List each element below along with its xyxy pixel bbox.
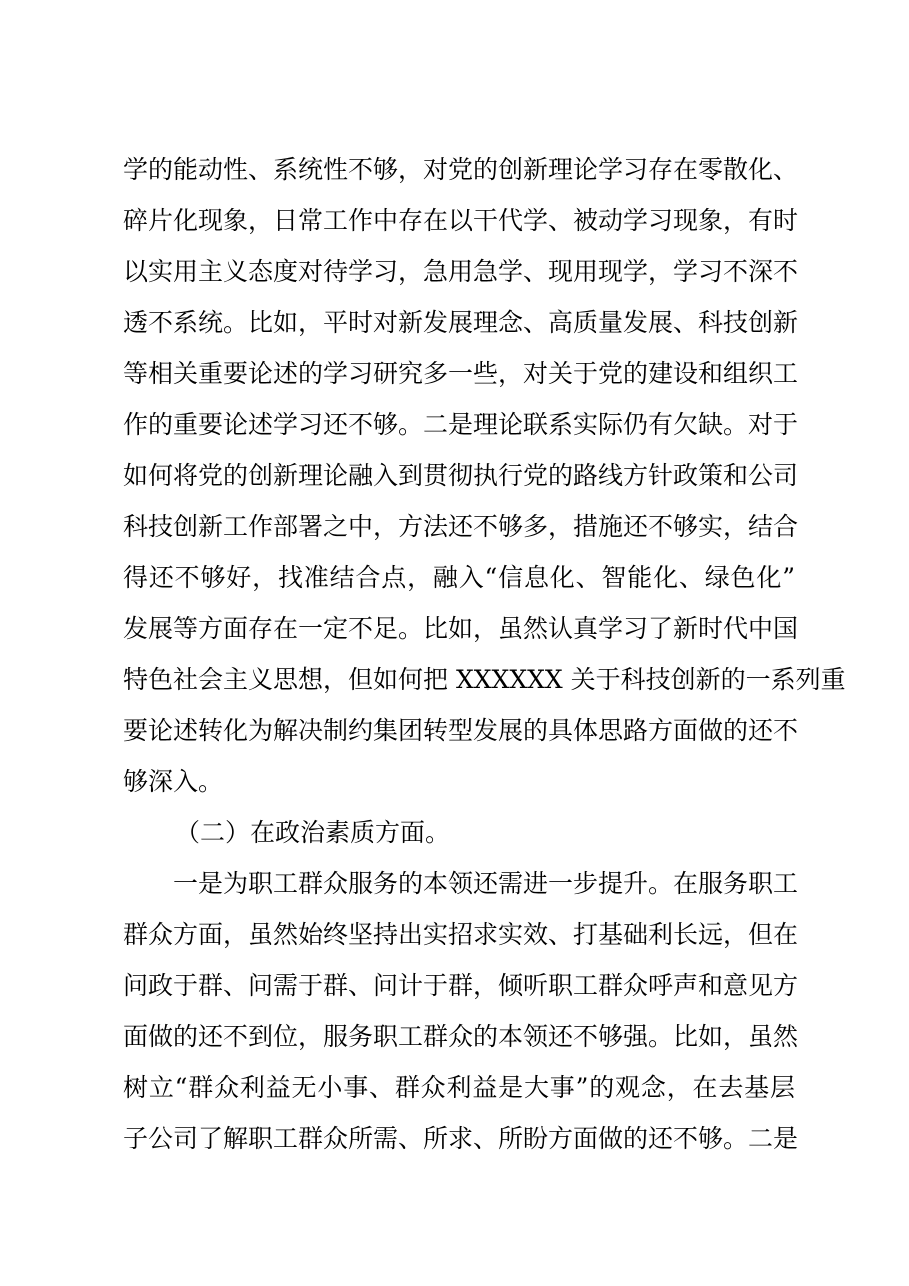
body-text-line: 等相关重要论述的学习研究多一些，对关于党的建设和组织工 (123, 359, 799, 388)
body-text-line: 树立“群众利益无小事、群众利益是大事”的观念，在去基层 (123, 1073, 795, 1102)
body-text-line: 发展等方面存在一定不足。比如，虽然认真学习了新时代中国 (123, 614, 799, 643)
body-text-line: 子公司了解职工群众所需、所求、所盼方面做的还不够。二是 (123, 1124, 799, 1153)
body-text-line: 碎片化现象，日常工作中存在以干代学、被动学习现象，有时 (123, 206, 799, 235)
body-text-line: 如何将党的创新理论融入到贯彻执行党的路线方针政策和公司 (123, 461, 799, 490)
body-text-line: 群众方面，虽然始终坚持出实招求实效、打基础利长远，但在 (123, 920, 799, 949)
body-text-line: 透不系统。比如，平时对新发展理念、高质量发展、科技创新 (123, 308, 799, 337)
body-text-line: 科技创新工作部署之中，方法还不够多，措施还不够实，结合 (123, 512, 799, 541)
section-heading: （二）在政治素质方面。 (175, 818, 451, 847)
body-text-line: 作的重要论述学习还不够。二是理论联系实际仍有欠缺。对于 (123, 410, 799, 439)
body-text-line: 以实用主义态度对待学习，急用急学、现用现学，学习不深不 (123, 257, 799, 286)
body-text-line: 学的能动性、系统性不够，对党的创新理论学习存在零散化、 (123, 155, 799, 184)
body-text-line: 得还不够好，找准结合点，融入“信息化、智能化、绿色化” (123, 563, 795, 592)
paragraph-first-line: 一是为职工群众服务的本领还需进一步提升。在服务职工 (173, 869, 799, 898)
body-text-line: 问政于群、问需于群、问计于群，倾听职工群众呼声和意见方 (123, 971, 799, 1000)
body-text-line: 面做的还不到位，服务职工群众的本领还不够强。比如，虽然 (123, 1022, 799, 1051)
body-text-line: 够深入。 (123, 767, 224, 796)
body-text-line: 要论述转化为解决制约集团转型发展的具体思路方面做的还不 (123, 716, 799, 745)
body-text-line: 特色社会主义思想，但如何把 XXXXXX 关于科技创新的一系列重 (123, 665, 846, 694)
